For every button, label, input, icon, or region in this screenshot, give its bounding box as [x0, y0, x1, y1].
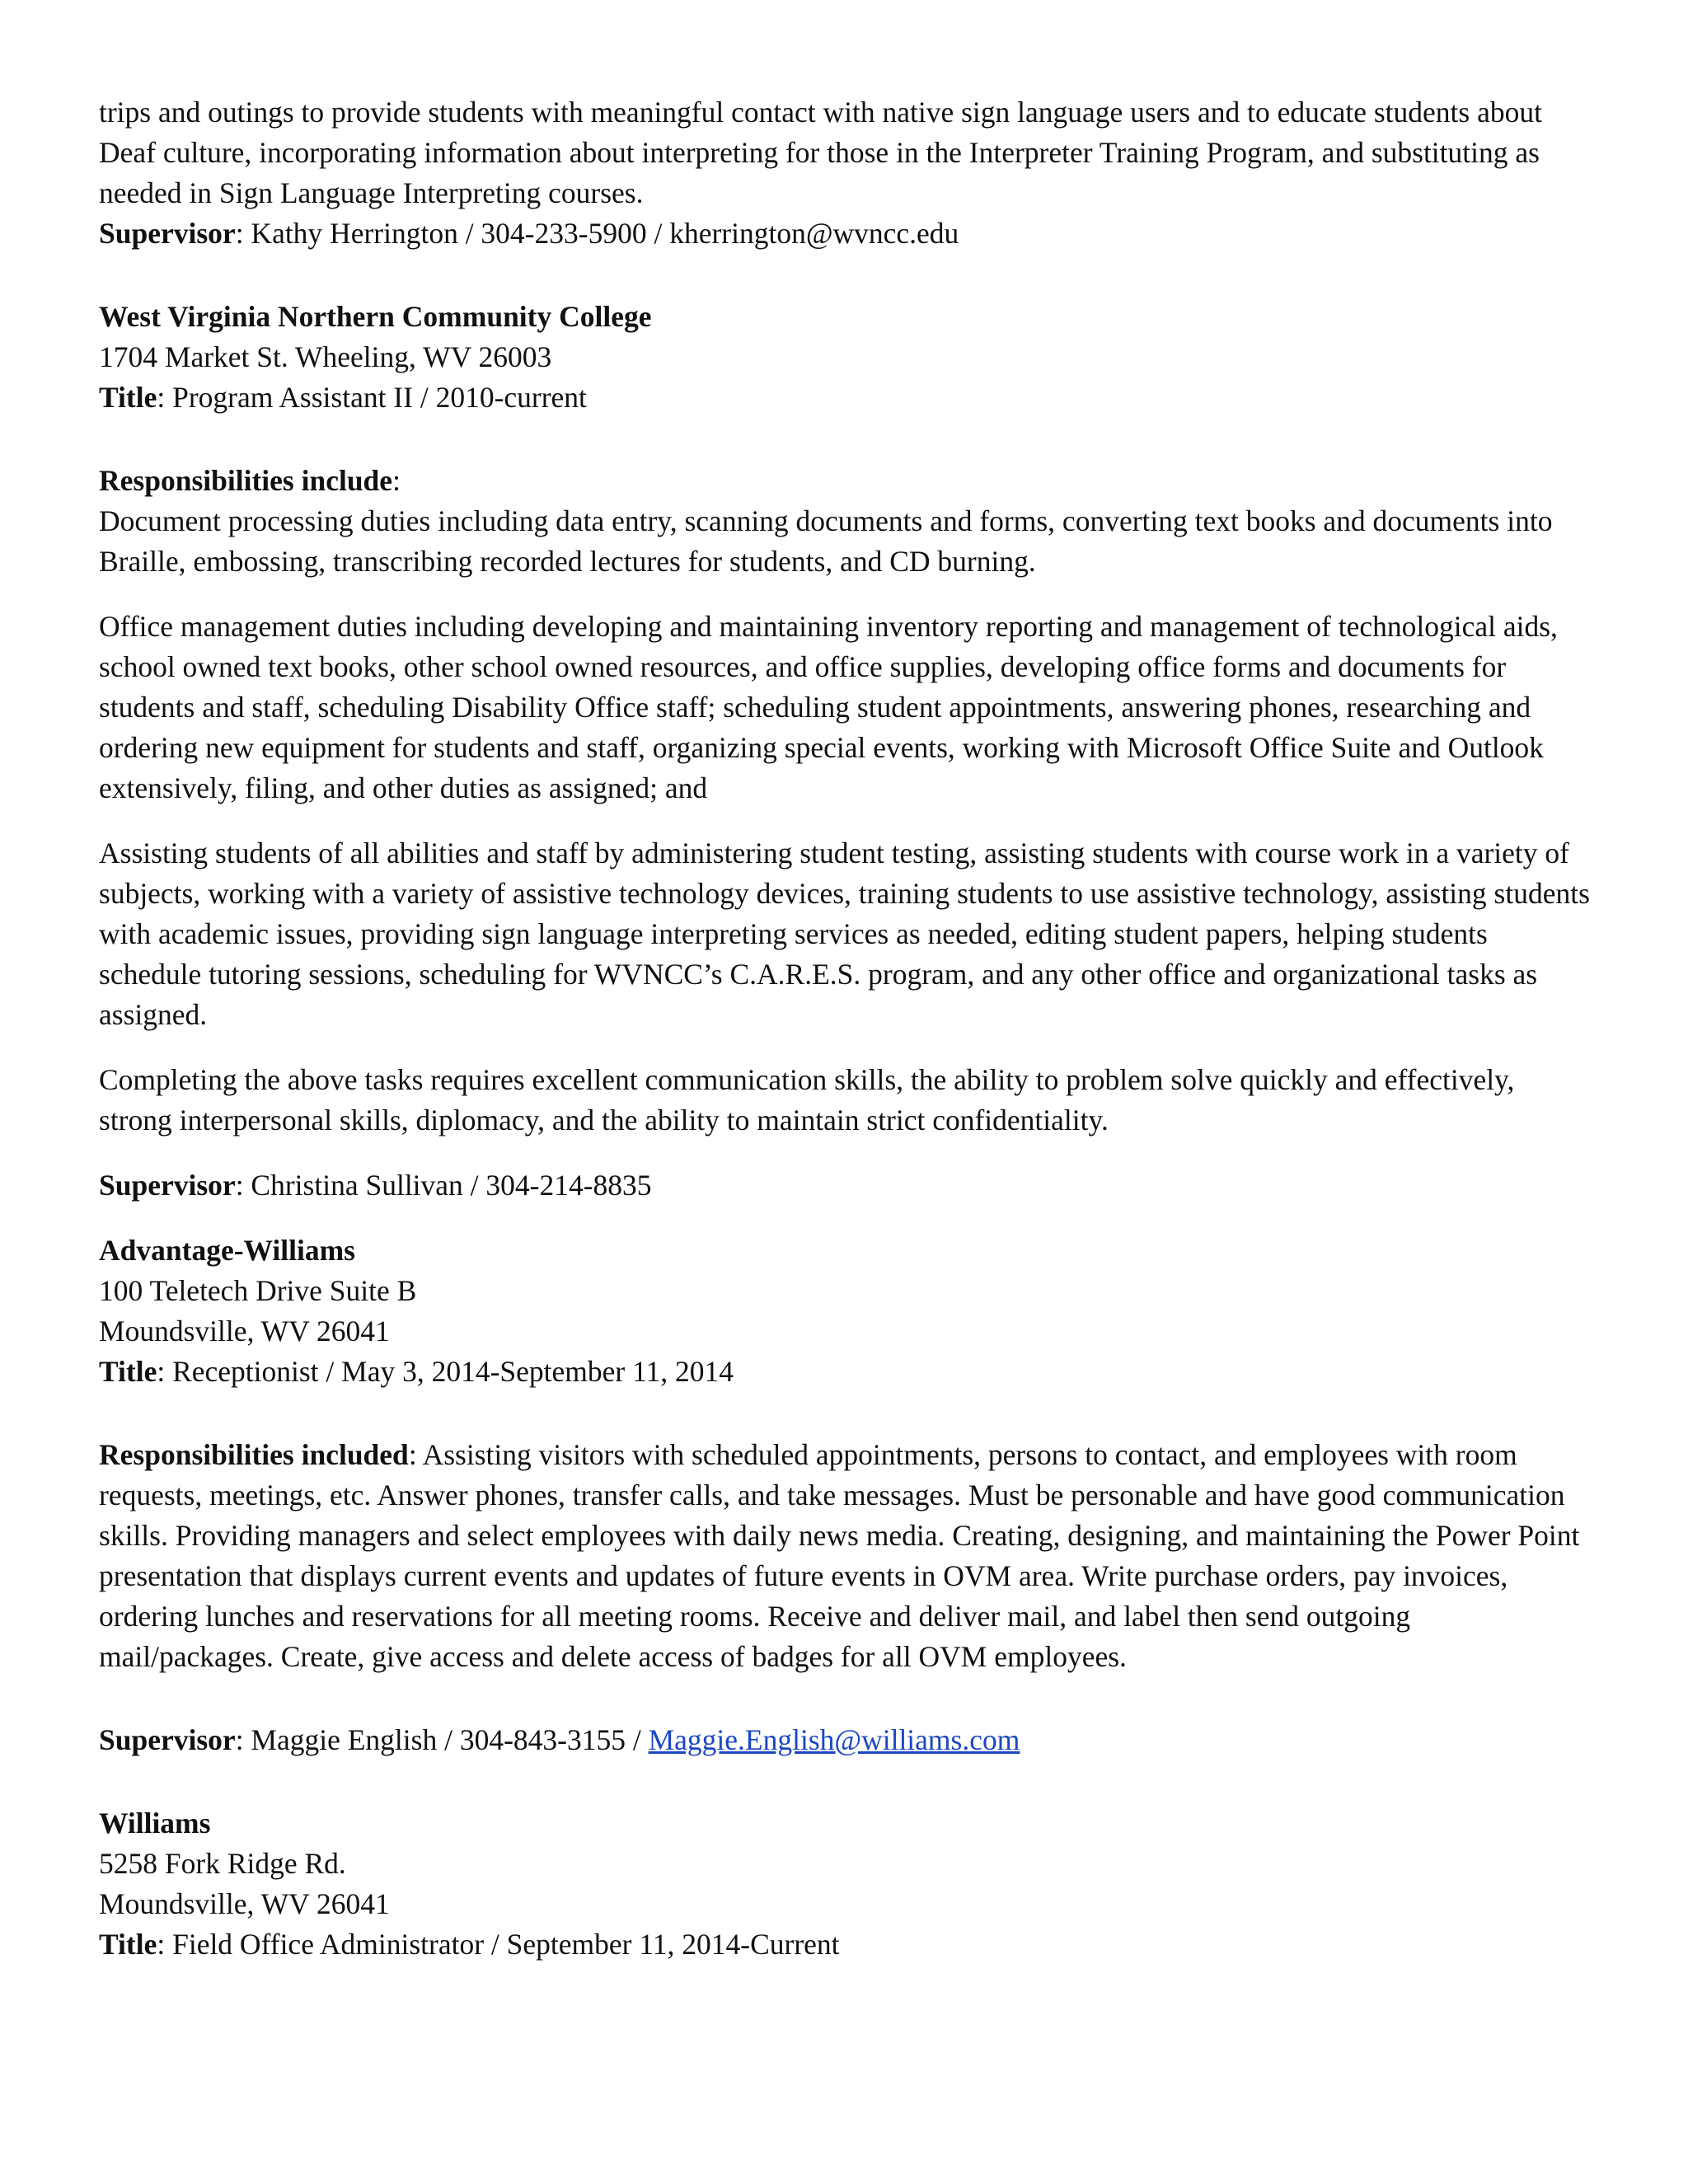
intro-supervisor-label: Supervisor	[99, 217, 236, 250]
job1-address: 1704 Market St. Wheeling, WV 26003	[99, 340, 552, 373]
job1-title-value: : Program Assistant II / 2010-current	[157, 381, 587, 414]
job3-address-line-1: 5258 Fork Ridge Rd.	[99, 1847, 346, 1880]
job2-supervisor-line	[99, 1720, 1591, 1760]
job2-title-label: Title	[99, 1355, 157, 1388]
job2-supervisor-label: Supervisor	[99, 1723, 236, 1756]
job2-title-value: : Receptionist / May 3, 2014-September 11, 2014	[157, 1355, 734, 1388]
job1-resp-colon: :	[392, 464, 401, 497]
intro-supervisor-value: : Kathy Herrington / 304-233-5900 / kherrington@wvncc.edu	[235, 217, 959, 250]
job1-employer: West Virginia Northern Community College	[99, 300, 652, 333]
job3-title-value: : Field Office Administrator / September 11, 2014-Current	[157, 1928, 840, 1961]
job2-resp-label: Responsibilities included	[99, 1438, 409, 1471]
job1-paragraph-4: Completing the above tasks requires excellent communication skills, the ability to problem solve quickly and effectively, strong interpersonal skills, diplomacy, and the ability to maintain strict confidentiality.	[99, 1063, 1515, 1137]
job2-title-line	[99, 1352, 1591, 1392]
intro-paragraph: trips and outings to provide students with meaningful contact with native sign language users and to educate students about Deaf culture, incorporating information about interpreting for those in the Interpreter Training Program, and substituting as needed in Sign Language Interpreting courses.	[99, 96, 1542, 209]
job2-address-line-2: Moundsville, WV 26041	[99, 1315, 390, 1347]
job2-address-line-1: 100 Teletech Drive Suite B	[99, 1274, 417, 1307]
job1-resp-label: Responsibilities include	[99, 464, 393, 497]
job1-title-line	[99, 377, 1591, 418]
job1-supervisor-line	[99, 1165, 1591, 1206]
job2-resp-text: : Assisting visitors with scheduled appointments, persons to contact, and employees with room requests, meetings, etc. Answer phones, transfer calls, and take messages. Must be personable and have good communication skills. Providing managers and select employees with daily news media. Creating, designing, and maintaining the Power Point presentation that displays current events and updates of future events in OVM area. Write purchase orders, pay invoices, ordering lunches and reservations for all meeting rooms. Receive and deliver mail, and label then send outgoing mail/packages. Create, give access and delete access of badges for all OVM employees.	[99, 1438, 1580, 1673]
intro-supervisor-line	[99, 213, 1591, 254]
job1-supervisor-label: Supervisor	[99, 1169, 236, 1202]
job1-paragraph-2: Office management duties including developing and maintaining inventory reporting and management of technological aids, school owned text books, other school owned resources, and office supplies, developing office forms and documents for students and staff, scheduling Disability Office staff; scheduling student appointments, answering phones, researching and ordering new equipment for students and staff, organizing special events, working with Microsoft Office Suite and Outlook extensively, filing, and other duties as assigned; and	[99, 610, 1558, 804]
job3-address-line-2: Moundsville, WV 26041	[99, 1887, 390, 1920]
job3-employer: Williams	[99, 1807, 211, 1840]
job2-supervisor-value: : Maggie English / 304-843-3155 /	[235, 1723, 649, 1756]
job2-supervisor-email-link[interactable]: Maggie.English@williams.com	[648, 1723, 1020, 1756]
job1-supervisor-value: : Christina Sullivan / 304-214-8835	[235, 1169, 652, 1202]
job1-paragraph-1: Document processing duties including data entry, scanning documents and forms, converting text books and documents into Braille, embossing, transcribing recorded lectures for students, and CD burning.	[99, 504, 1553, 578]
job3-title-label: Title	[99, 1928, 157, 1961]
job3-title-line	[99, 1924, 1591, 1965]
job1-resp-heading	[99, 461, 1591, 501]
job2-employer: Advantage-Williams	[99, 1234, 355, 1267]
job2-responsibilities	[99, 1435, 1591, 1677]
job1-title-label: Title	[99, 381, 157, 414]
job1-paragraph-3: Assisting students of all abilities and staff by administering student testing, assisting students with course work in a variety of subjects, working with a variety of assistive technology devices, training students to use assistive technology, assisting students with academic issues, providing sign language interpreting services as needed, editing student papers, helping students schedule tutoring sessions, scheduling for WVNCC’s C.A.R.E.S. program, and any other office and organizational tasks as assigned.	[99, 837, 1590, 1031]
resume-page	[99, 92, 1591, 1965]
